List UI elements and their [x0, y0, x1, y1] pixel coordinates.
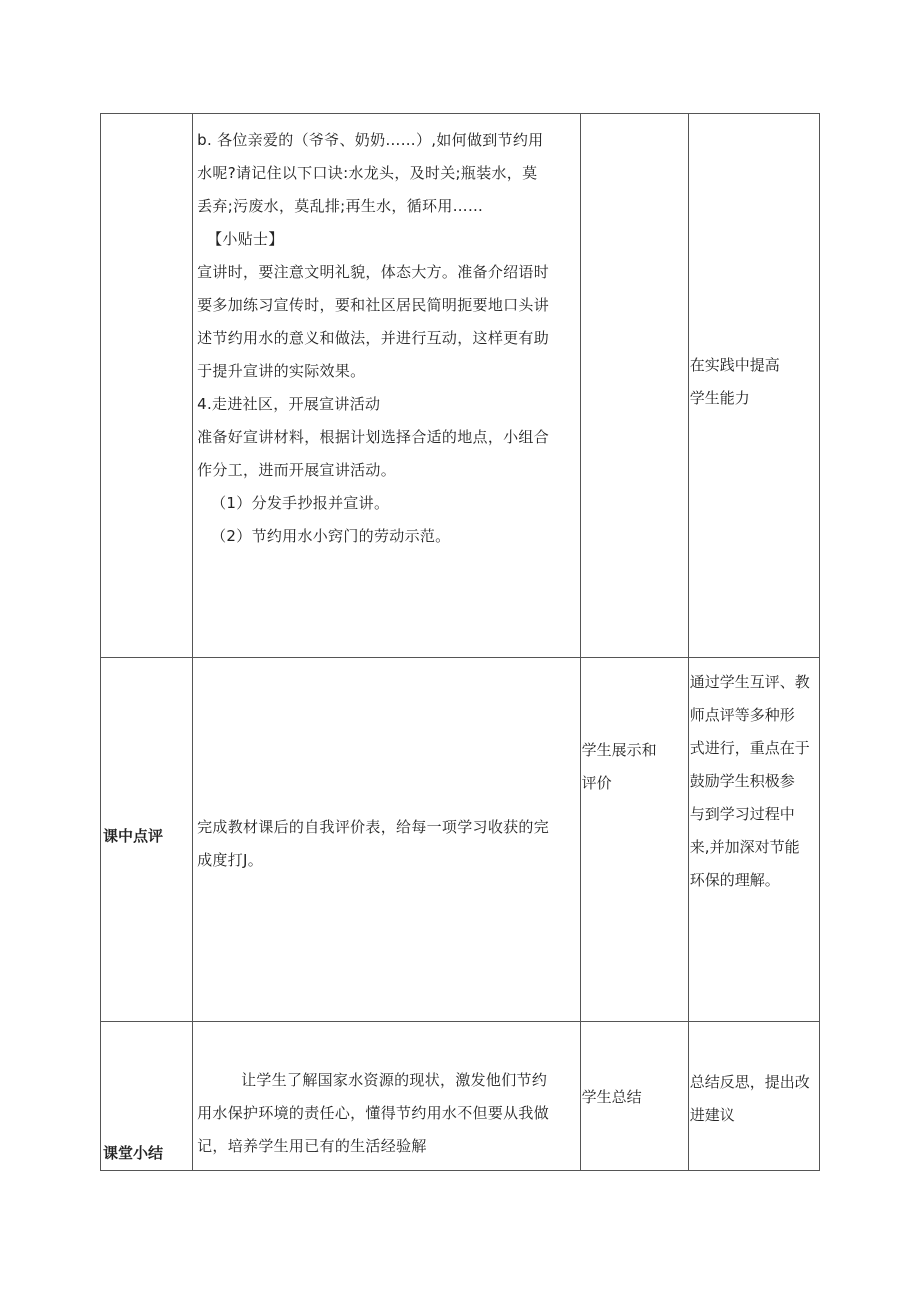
list-item: （1）分发手抄报并宣讲。	[211, 494, 390, 512]
row2-content	[193, 658, 580, 877]
content-line: 成度打J。	[197, 851, 264, 869]
activity-line: 评价	[581, 774, 612, 792]
table-row-summary	[101, 1022, 820, 1171]
content-line: b. 各位亲爱的（爷爷、奶奶……）,如何做到节约用	[197, 131, 544, 149]
row3-intent	[689, 1022, 819, 1132]
intent-line: 总结反思，提出改	[689, 1073, 810, 1091]
content-line: 宣讲时，要注意文明礼貌，体态大方。准备介绍语时	[197, 263, 550, 281]
row3-label-cell	[101, 1022, 193, 1171]
content-line: 用水保护环境的责任心，懂得节约用水不但要从我做	[197, 1104, 550, 1122]
content-line: 水呢?请记住以下口诀:水龙头，及时关;瓶装水，莫	[197, 164, 538, 182]
row1-label-cell	[101, 114, 193, 658]
row3-activity	[581, 1022, 688, 1114]
lesson-plan-table	[100, 113, 820, 1171]
row3-activity-cell	[580, 1022, 688, 1171]
intent-line: 学生能力	[689, 389, 750, 407]
row1-content	[193, 114, 580, 553]
tips-heading: 【小贴士】	[207, 230, 284, 248]
intent-line: 师点评等多种形	[689, 706, 795, 724]
row2-intent-cell	[688, 658, 819, 1022]
content-line: 准备好宣讲材料，根据计划选择合适的地点，小组合	[197, 428, 550, 446]
row2-label-cell	[101, 658, 193, 1022]
row3-content	[193, 1022, 580, 1163]
section-heading: 4.走进社区，开展宣讲活动	[197, 395, 381, 413]
row-label: 课堂小结	[103, 1144, 164, 1162]
row3-intent-cell	[688, 1022, 819, 1171]
content-line: 完成教材课后的自我评价表，给每一项学习收获的完	[197, 818, 550, 836]
row1-intent-cell	[688, 114, 819, 658]
row2-activity-cell	[580, 658, 688, 1022]
row2-content-cell	[193, 658, 581, 1022]
content-line: 于提升宣讲的实际效果。	[197, 362, 366, 380]
intent-line: 通过学生互评、教	[689, 673, 810, 691]
list-item: （2）节约用水小窍门的劳动示范。	[211, 527, 451, 545]
intent-line: 式进行，重点在于	[689, 739, 810, 757]
activity-line: 学生展示和	[581, 741, 657, 759]
intent-line: 进建议	[689, 1106, 735, 1124]
row1-activity-cell	[580, 114, 688, 658]
row2-intent	[689, 658, 819, 897]
content-line: 述节约用水的意义和做法，并进行互动，这样更有助	[197, 329, 550, 347]
content-line: 让学生了解国家水资源的现状，激发他们节约	[241, 1071, 548, 1089]
table-row-practice	[101, 114, 820, 658]
row1-intent	[689, 114, 819, 415]
activity-line: 学生总结	[581, 1088, 642, 1106]
row-label: 课中点评	[103, 827, 164, 845]
intent-line: 在实践中提高	[689, 356, 780, 374]
row1-content-cell	[193, 114, 581, 658]
content-line: 要多加练习宣传时，要和社区居民简明扼要地口头讲	[197, 296, 550, 314]
intent-line: 与到学习过程中	[689, 805, 795, 823]
intent-line: 来,并加深对节能	[689, 838, 800, 856]
intent-line: 鼓励学生积极参	[689, 772, 795, 790]
content-line: 丢弃;污废水，莫乱排;再生水，循环用……	[197, 197, 484, 215]
content-line: 作分工，进而开展宣讲活动。	[197, 461, 397, 479]
table-row-evaluation	[101, 658, 820, 1022]
intent-line: 环保的理解。	[689, 871, 780, 889]
content-line: 记，培养学生用已有的生活经验解	[197, 1137, 427, 1155]
row2-activity	[581, 658, 688, 800]
row3-content-cell	[193, 1022, 581, 1171]
